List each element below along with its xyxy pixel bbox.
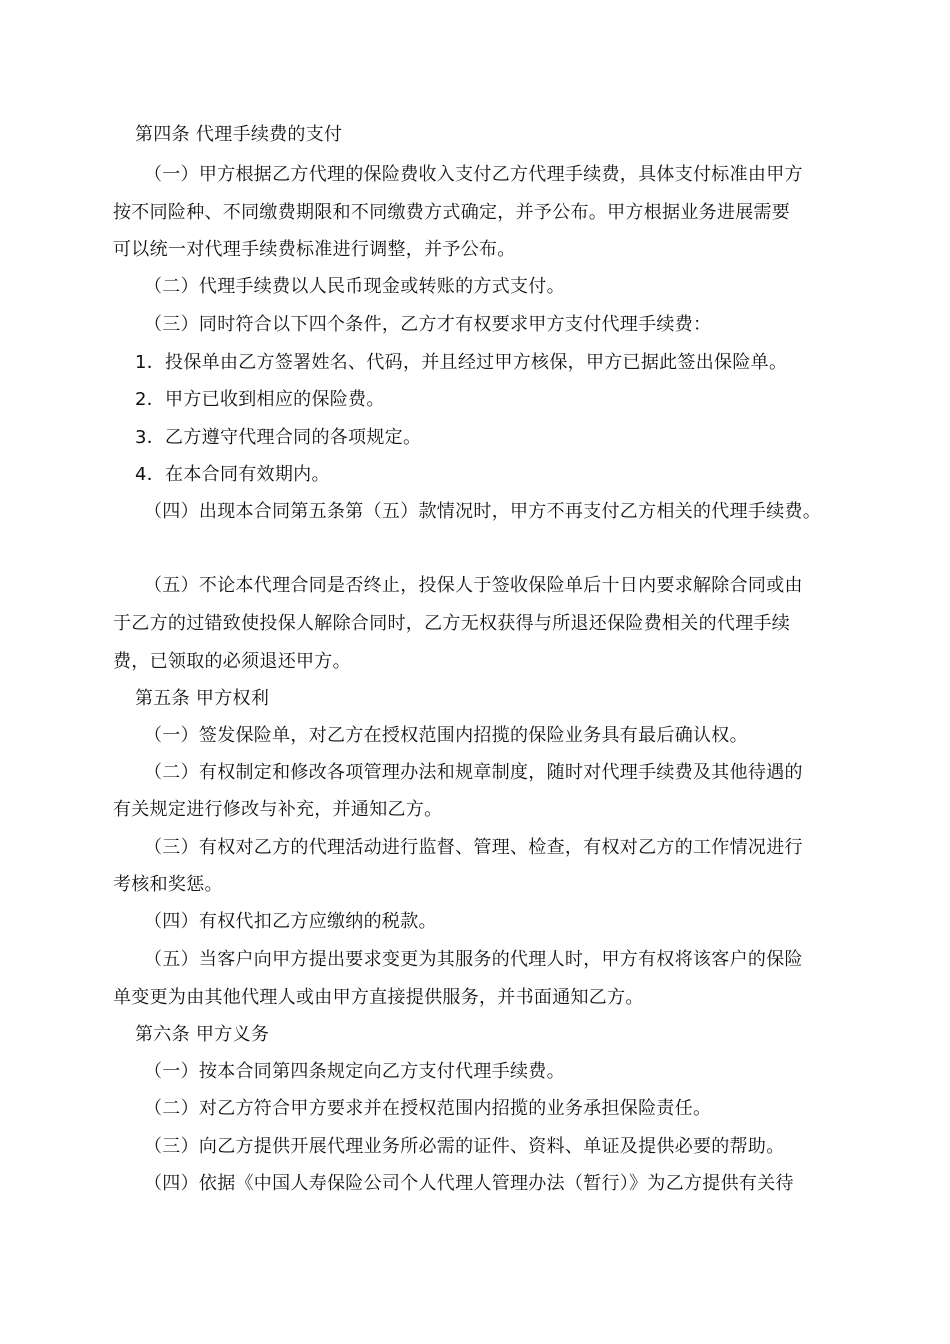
- list-item: 2．甲方已收到相应的保险费。: [135, 389, 385, 410]
- paragraph-line: （四）有权代扣乙方应缴纳的税款。: [144, 911, 437, 932]
- article-4-heading: 第四条 代理手续费的支付: [135, 124, 343, 145]
- paragraph-line: 费，已领取的必须退还甲方。: [113, 651, 351, 672]
- paragraph-line: 按不同险种、不同缴费期限和不同缴费方式确定，并予公布。甲方根据业务进展需要: [113, 202, 791, 223]
- paragraph-line: （四）依据《中国人寿保险公司个人代理人管理办法（暂行）》为乙方提供有关待: [144, 1173, 794, 1194]
- paragraph-line: （五）不论本代理合同是否终止，投保人于签收保险单后十日内要求解除合同或由: [144, 575, 803, 596]
- paragraph-line: （二）代理手续费以人民币现金或转账的方式支付。: [144, 276, 565, 297]
- article-5-heading: 第五条 甲方权利: [135, 688, 270, 709]
- paragraph-line: （一）甲方根据乙方代理的保险费收入支付乙方代理手续费，具体支付标准由甲方: [144, 164, 803, 185]
- paragraph-line: （二）有权制定和修改各项管理办法和规章制度，随时对代理手续费及其他待遇的: [144, 762, 803, 783]
- list-item: 4．在本合同有效期内。: [135, 464, 330, 485]
- paragraph-line: 考核和奖惩。: [113, 874, 223, 895]
- paragraph-line: 单变更为由其他代理人或由甲方直接提供服务，并书面通知乙方。: [113, 987, 644, 1008]
- list-item: 1．投保单由乙方签署姓名、代码，并且经过甲方核保，甲方已据此签出保险单。: [135, 352, 788, 373]
- paragraph-line: （三）同时符合以下四个条件，乙方才有权要求甲方支付代理手续费：: [144, 314, 712, 335]
- paragraph-line: （四）出现本合同第五条第（五）款情况时，甲方不再支付乙方相关的代理手续费。: [144, 501, 822, 522]
- paragraph-line: 有关规定进行修改与补充，并通知乙方。: [113, 799, 443, 820]
- list-item: 3．乙方遵守代理合同的各项规定。: [135, 427, 422, 448]
- paragraph-line: （一）签发保险单，对乙方在授权范围内招揽的保险业务具有最后确认权。: [144, 725, 748, 746]
- article-6-heading: 第六条 甲方义务: [135, 1024, 270, 1045]
- paragraph-line: 于乙方的过错致使投保人解除合同时，乙方无权获得与所退还保险费相关的代理手续: [113, 613, 791, 634]
- paragraph-line: （五）当客户向甲方提出要求变更为其服务的代理人时，甲方有权将该客户的保险: [144, 949, 803, 970]
- paragraph-line: （三）有权对乙方的代理活动进行监督、管理、检查，有权对乙方的工作情况进行: [144, 837, 803, 858]
- paragraph-line: 可以统一对代理手续费标准进行调整，并予公布。: [113, 239, 516, 260]
- paragraph-line: （二）对乙方符合甲方要求并在授权范围内招揽的业务承担保险责任。: [144, 1098, 712, 1119]
- paragraph-line: （一）按本合同第四条规定向乙方支付代理手续费。: [144, 1061, 565, 1082]
- paragraph-line: （三）向乙方提供开展代理业务所必需的证件、资料、单证及提供必要的帮助。: [144, 1136, 785, 1157]
